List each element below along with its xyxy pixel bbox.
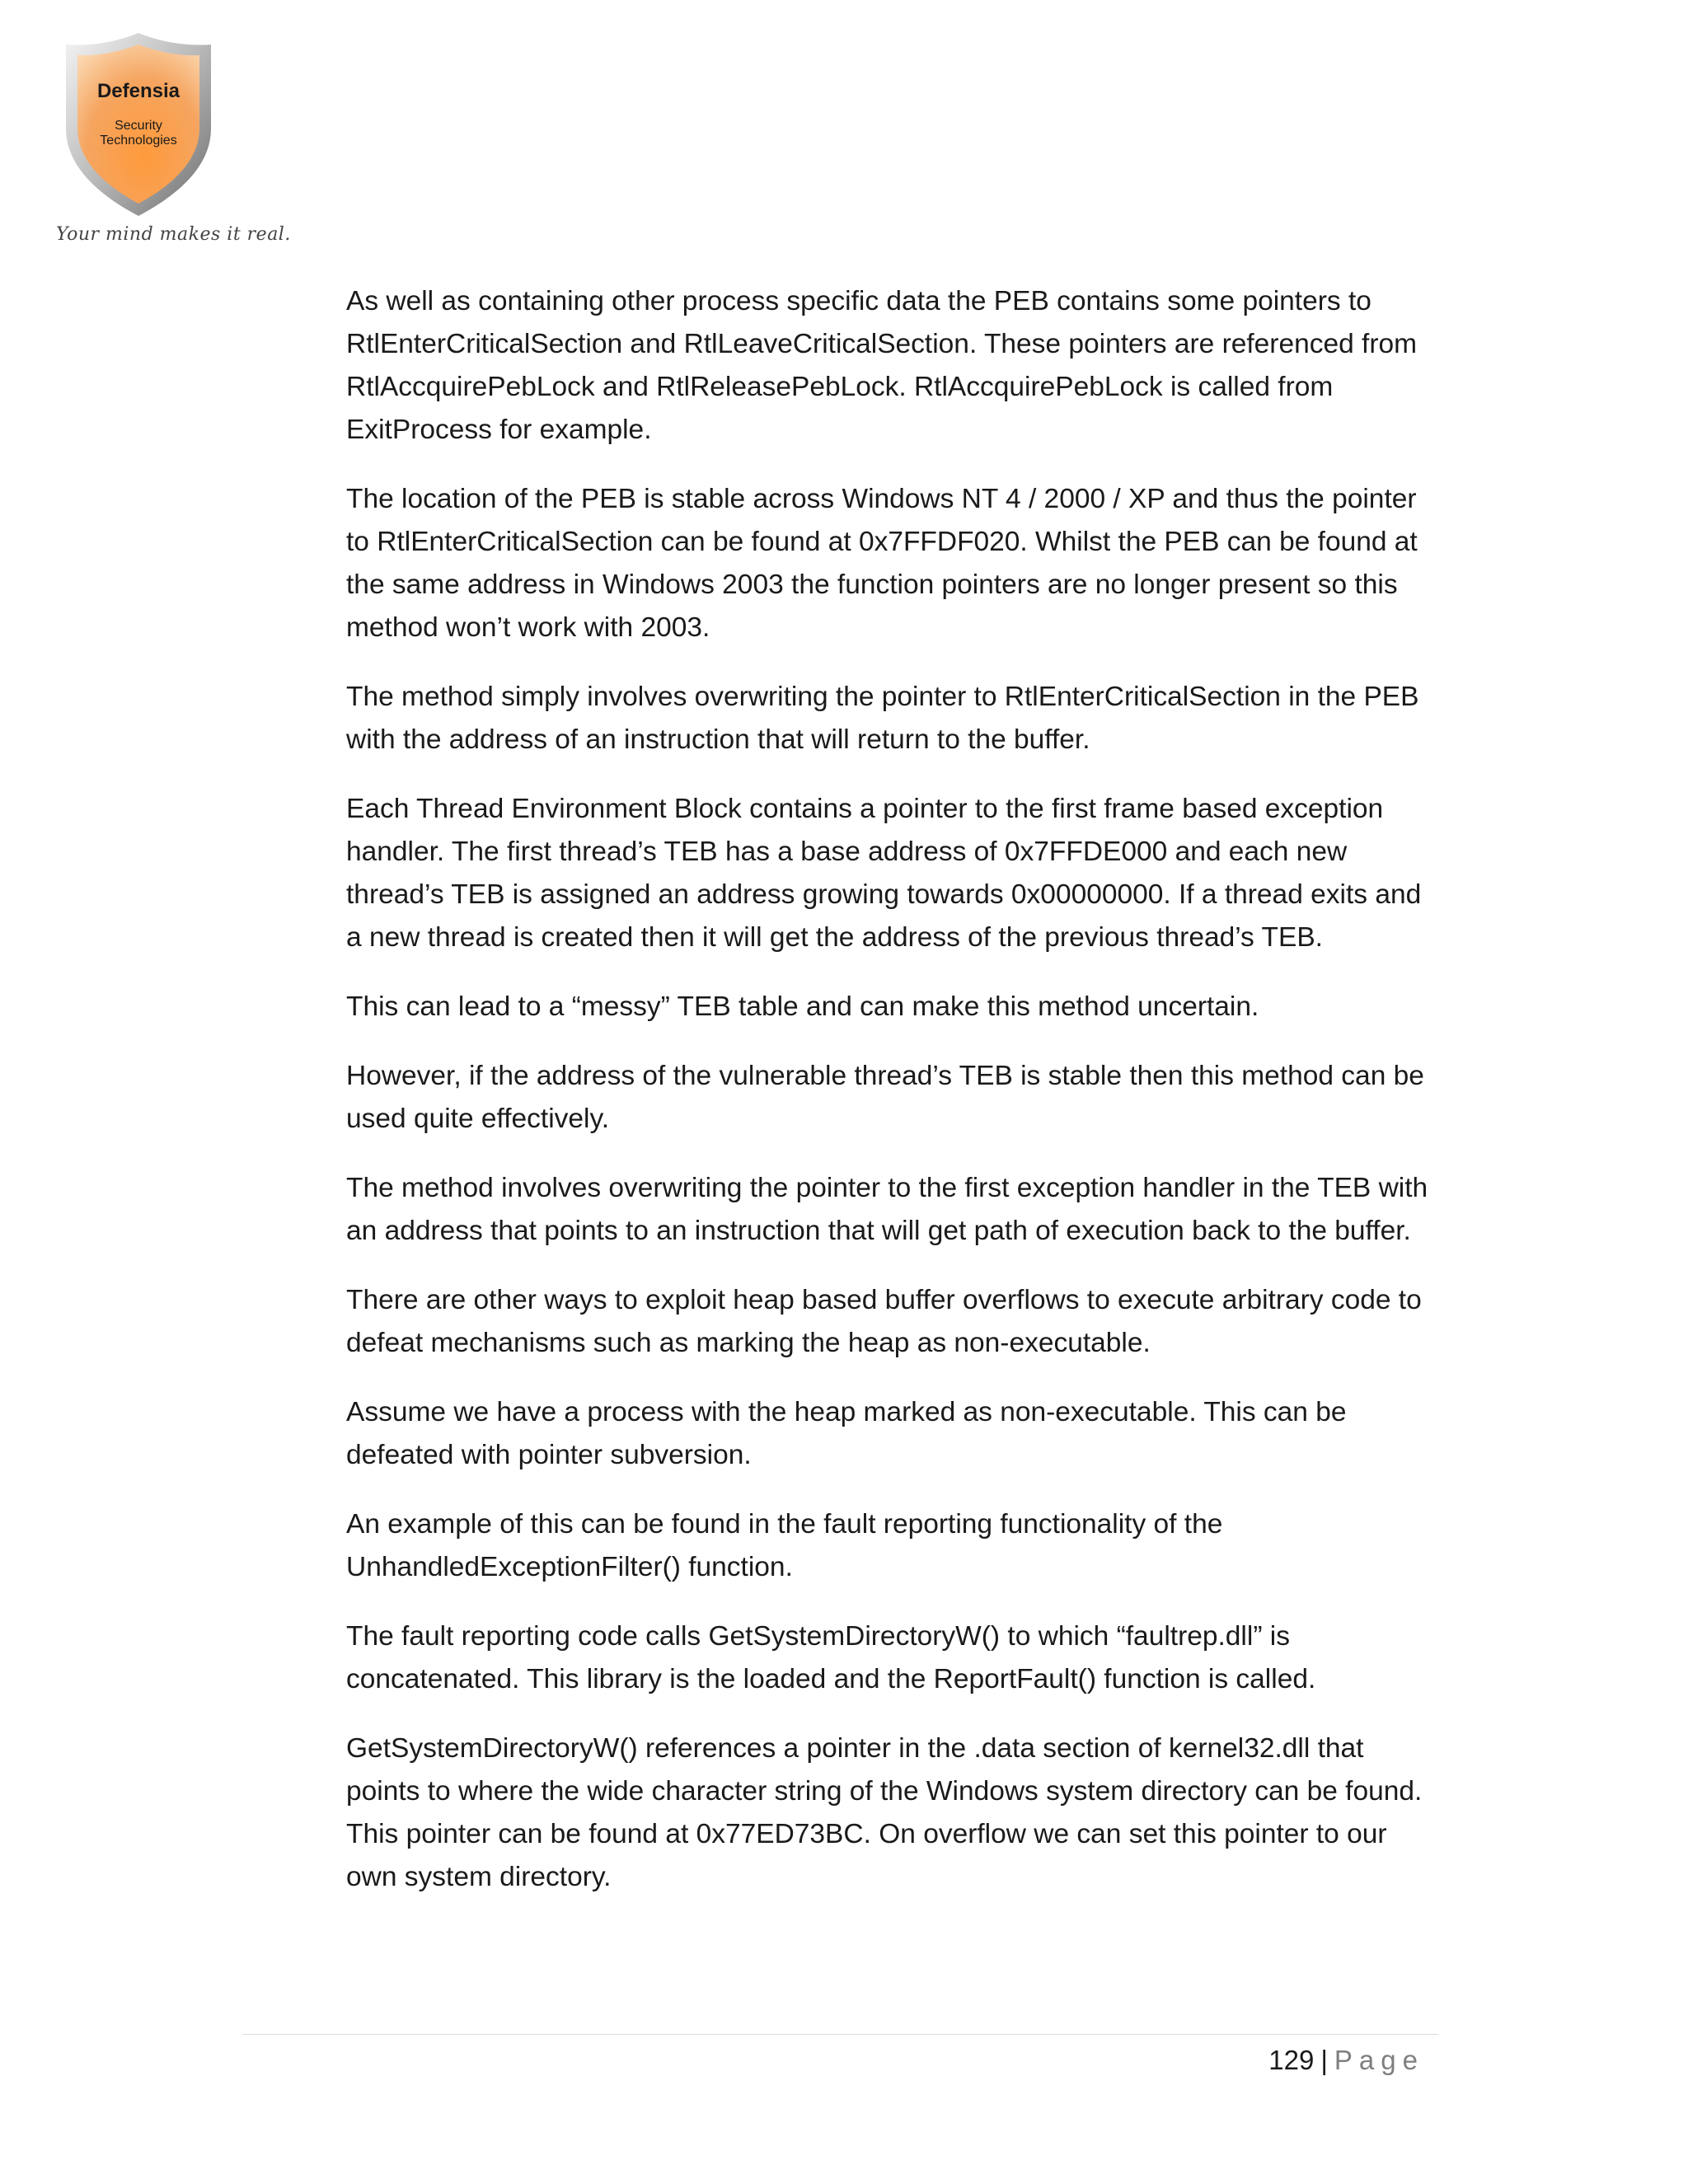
paragraph: As well as containing other process specific data the PEB contains some pointers to RtlEnterCriticalSection and RtlLeaveCriticalSection. These pointers are referenced from RtlAccquirePebLock and RtlReleasePebLock. RtlAccquirePebLock is called from ExitProcess for example. — [346, 286, 1418, 445]
paragraph: This can lead to a “messy” TEB table and can make this method uncertain. — [346, 991, 1259, 1022]
logo-brand: Defensia — [96, 80, 181, 102]
paragraph: GetSystemDirectoryW() references a pointer in the .data section of kernel32.dll that points to where the wide character string of the Windows system directory can be found. This pointer can be found at 0x77ED73BC. On overflow we can set this pointer to our own system directory. — [346, 1733, 1423, 1892]
paragraph: The method simply involves overwriting the pointer to RtlEnterCriticalSection in the PEB with the address of an instruction that will return to the buffer. — [346, 682, 1419, 755]
page-footer — [1268, 2040, 1424, 2081]
paragraph: Assume we have a process with the heap marked as non-executable. This can be defeated with pointer subversion. — [346, 1397, 1347, 1470]
paragraph: However, if the address of the vulnerable thread’s TEB is stable then this method can be used quite effectively. — [346, 1061, 1424, 1134]
paragraph: The method involves overwriting the pointer to the first exception handler in the TEB with an address that points to an instruction that will get path of execution back to the buffer. — [346, 1173, 1428, 1246]
document-body — [346, 280, 1442, 1925]
paragraph: The location of the PEB is stable across Windows NT 4 / 2000 / XP and thus the pointer to RtlEnterCriticalSection can be found at 0x7FFDF020. Whilst the PEB can be found at the same address in Windows 2003 the function pointers are no longer present so this method won’t work with 2003. — [346, 484, 1418, 643]
shield-icon — [56, 30, 221, 227]
page-label: Page — [1334, 2045, 1424, 2075]
logo-line2: Technologies — [100, 134, 177, 148]
paragraph: Each Thread Environment Block contains a pointer to the first frame based exception handler. The first thread’s TEB has a base address of 0x7FFDE000 and each new thread’s TEB is assigned an address growing towards 0x00000000. If a thread exits and a new thread is created then it will get the address of the previous thread’s TEB. — [346, 794, 1422, 953]
paragraph: An example of this can be found in the fault reporting functionality of the UnhandledExceptionFilter() function. — [346, 1509, 1223, 1582]
company-logo — [56, 30, 291, 260]
logo-line1: Security — [115, 119, 162, 133]
footer-divider — [243, 2034, 1438, 2035]
footer-separator: | — [1320, 2045, 1328, 2075]
logo-tagline: Your mind makes it real. — [56, 224, 291, 245]
paragraph: The fault reporting code calls GetSystemDirectoryW() to which “faultrep.dll” is concatenated. This library is the loaded and the ReportFault() function is called. — [346, 1621, 1316, 1694]
page-number: 129 — [1268, 2045, 1315, 2075]
paragraph: There are other ways to exploit heap based buffer overflows to execute arbitrary code to defeat mechanisms such as marking the heap as non-executable. — [346, 1285, 1422, 1358]
